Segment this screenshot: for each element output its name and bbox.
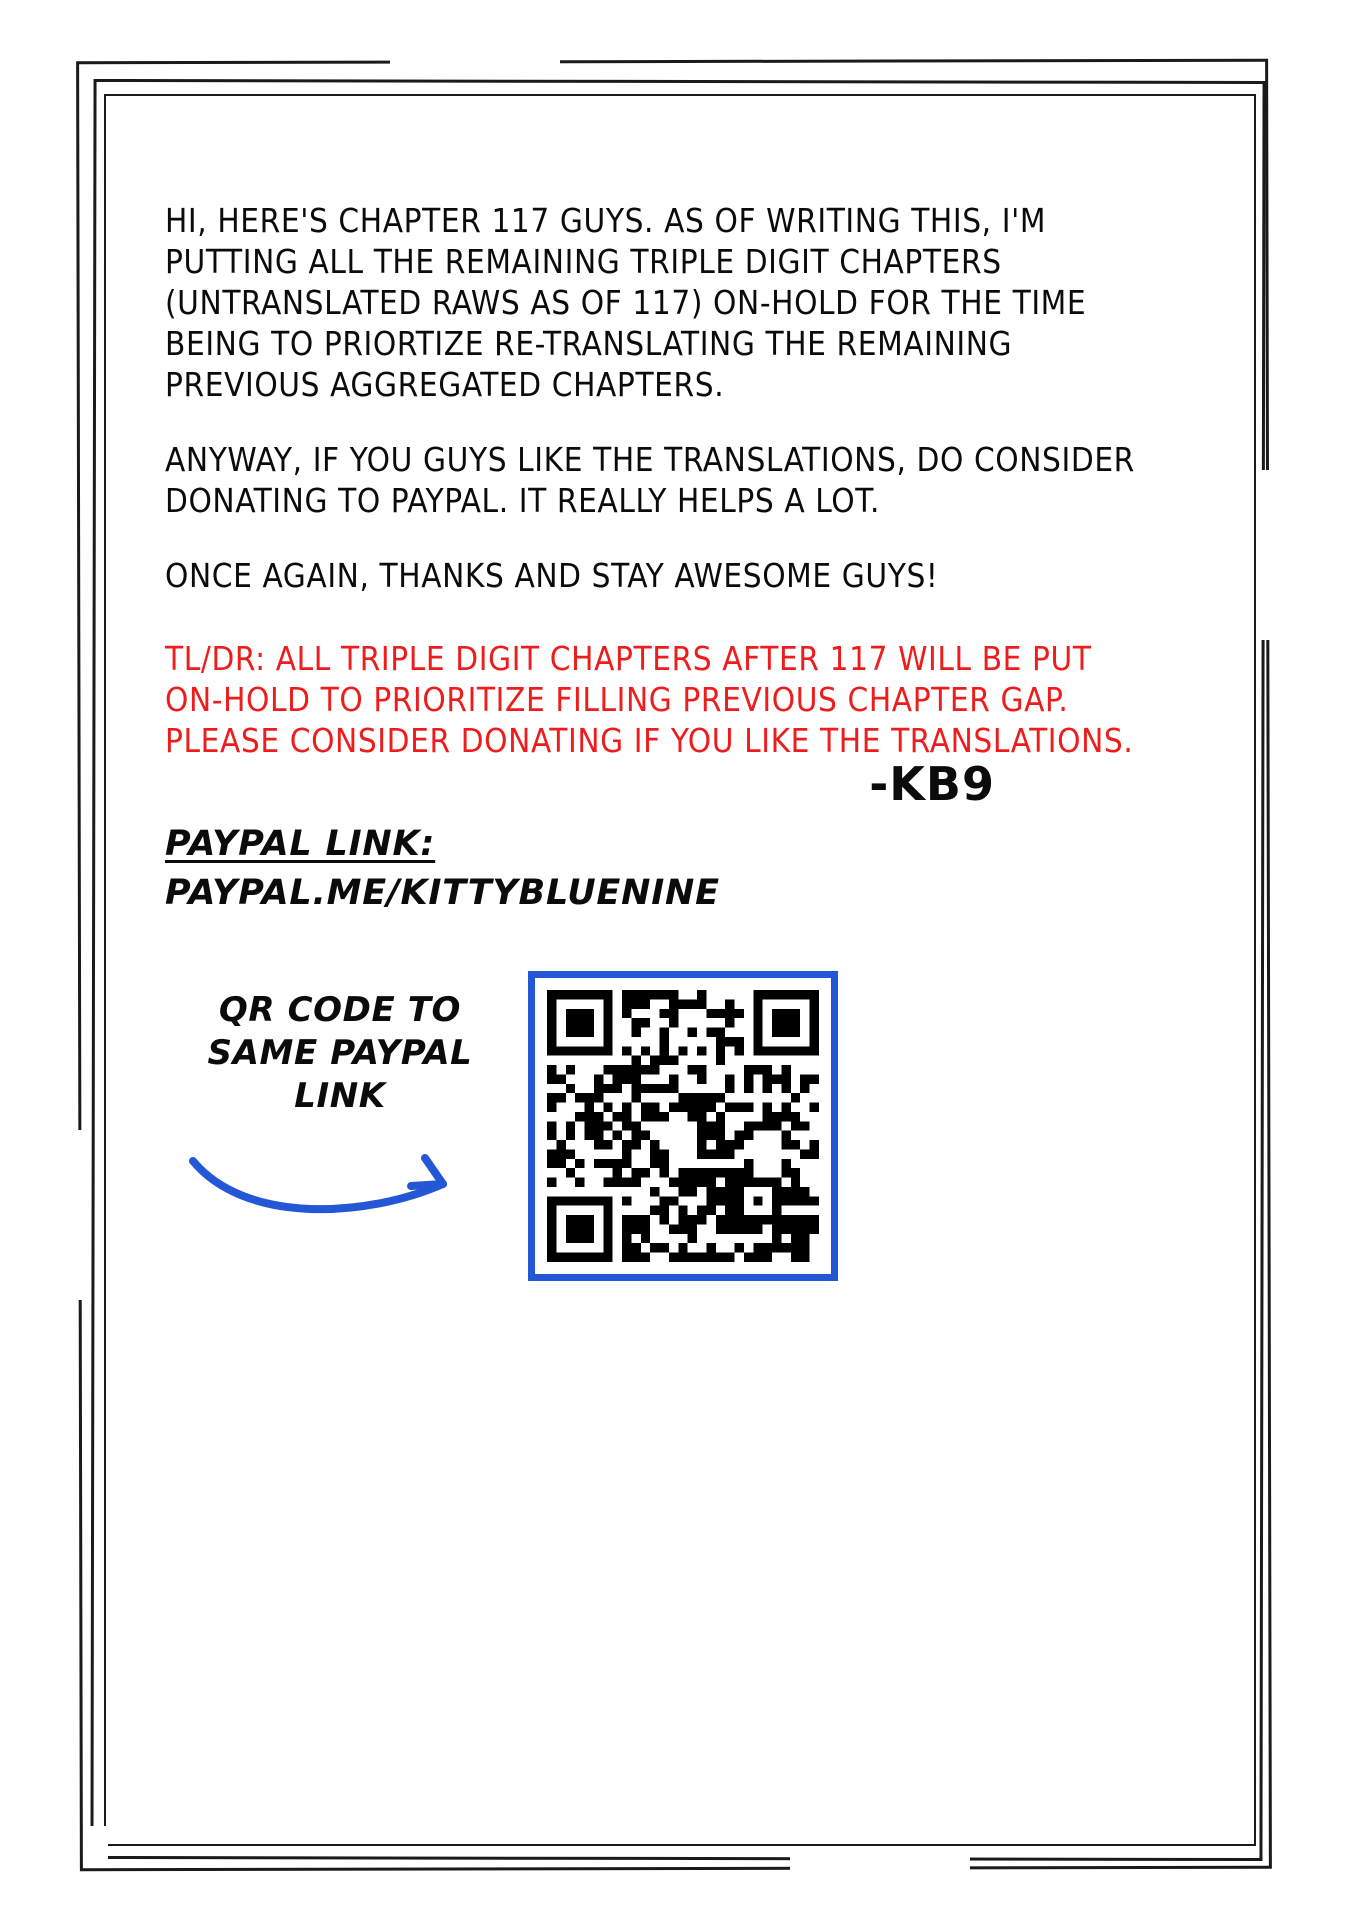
paypal-qr-code[interactable] — [528, 971, 838, 1281]
signature: -KB9 — [869, 757, 995, 811]
paypal-block — [165, 821, 1145, 919]
frame-gap-bottom — [790, 1852, 970, 1870]
note-paragraph-tldr: TL/DR: ALL TRIPLE DIGIT CHAPTERS AFTER 117 WILL BE PUT ON-HOLD TO PRIORITIZE FILLING PREVIOUS CHAPTER GAP. PLEASE CONSIDER DONATING IF YOU LIKE THE TRANSLATIONS. — [165, 639, 1134, 760]
frame-gap-bottom-left — [86, 1826, 108, 1866]
qr-caption: QR CODE TO SAME PAYPAL LINK — [207, 990, 473, 1116]
frame-gap-left — [70, 1130, 88, 1300]
curved-arrow-icon — [185, 1106, 485, 1226]
qr-row — [165, 961, 1145, 1281]
qr-code-image — [547, 990, 819, 1262]
paypal-link-url[interactable]: PAYPAL.ME/KITTYBLUENINE — [165, 873, 720, 913]
note-paragraph-donate-ask: ANYWAY, IF YOU GUYS LIKE THE TRANSLATIONS, DO CONSIDER DONATING TO PAYPAL. IT REALLY HELPS A LOT. — [165, 440, 1135, 520]
paypal-link-label: PAYPAL LINK: — [165, 824, 436, 864]
note-paragraph-intro: HI, HERE'S CHAPTER 117 GUYS. AS OF WRITING THIS, I'M PUTTING ALL THE REMAINING TRIPLE DIGIT CHAPTERS (UNTRANSLATED RAWS AS OF 117) ON-HOLD FOR THE TIME BEING TO PRIORTIZE RE-TRANSLATING THE REMAINING PREVIOUS AGGREGATED CHAPTERS. — [165, 201, 1087, 404]
translator-note — [165, 200, 1145, 1281]
note-paragraph-thanks: ONCE AGAIN, THANKS AND STAY AWESOME GUYS! — [165, 556, 939, 595]
frame-gap-right — [1256, 470, 1274, 640]
frame-gap-top — [390, 52, 560, 68]
